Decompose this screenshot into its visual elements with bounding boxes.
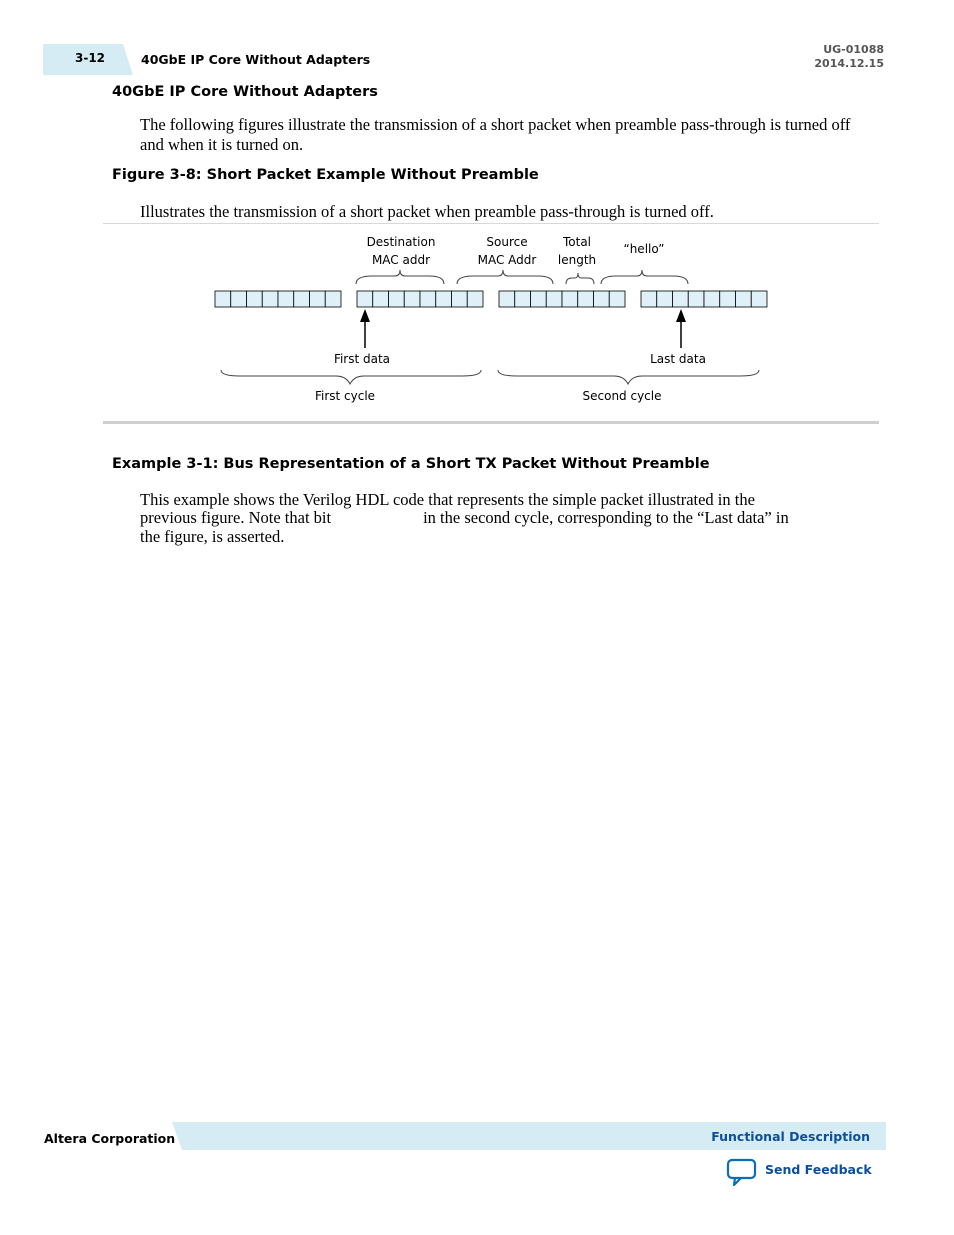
bus-cell: [262, 291, 278, 307]
bus-cell: [373, 291, 389, 307]
bus-cell: [531, 291, 547, 307]
bus-cell: [594, 291, 610, 307]
figure-title: Figure 3-8: Short Packet Example Without Preamble: [112, 167, 539, 183]
bus-cell: [499, 291, 515, 307]
label-last-data: Last data: [650, 352, 706, 366]
bus-cell: [247, 291, 263, 307]
bus-cell: [673, 291, 689, 307]
doc-date: 2014.12.15: [814, 57, 884, 70]
label-length-2: length: [557, 253, 597, 267]
section-intro: The following figures illustrate the transmission of a short packet when preamble pass-through is turned off and when it is turned on.: [140, 115, 851, 154]
doc-id: UG-01088: [823, 43, 884, 56]
bus-cell: [641, 291, 657, 307]
brace-hello: [601, 270, 688, 284]
first-data-arrow: [360, 309, 370, 348]
footer-company: Altera Corporation: [44, 1131, 176, 1146]
bus-cell: [310, 291, 326, 307]
bus-cell: [294, 291, 310, 307]
bus-cell: [751, 291, 767, 307]
bus-cell: [515, 291, 531, 307]
bus-cell: [452, 291, 468, 307]
brace-source: [457, 270, 553, 284]
bus-cell: [657, 291, 673, 307]
bus-cell: [404, 291, 420, 307]
example-line-3: the figure, is asserted.: [140, 527, 285, 546]
bus-cell: [420, 291, 436, 307]
example-title: Example 3-1: Bus Representation of a Short TX Packet Without Preamble: [112, 456, 710, 472]
last-data-arrow: [676, 309, 686, 348]
example-line-2-a: previous figure. Note that bit: [140, 508, 332, 527]
label-first-cycle: First cycle: [314, 389, 376, 403]
bus-cell: [467, 291, 483, 307]
label-hello: “hello”: [623, 242, 665, 256]
figure-caption: Illustrates the transmission of a short packet when preamble pass-through is turned off.: [140, 202, 714, 221]
bus-cell: [436, 291, 452, 307]
functional-description-link[interactable]: Functional Description: [711, 1129, 870, 1144]
bus-cell: [546, 291, 562, 307]
bus-cell: [278, 291, 294, 307]
label-destination-1: Destination: [366, 235, 436, 249]
brace-destination: [356, 270, 444, 284]
bus-cells: [215, 291, 767, 307]
bus-cell: [578, 291, 594, 307]
example-line-1: This example shows the Verilog HDL code that represents the simple packet illustrated in the: [140, 490, 755, 509]
bus-cell: [688, 291, 704, 307]
brace-first-cycle: [221, 370, 481, 384]
bus-cell: [389, 291, 405, 307]
section-heading: 40GbE IP Core Without Adapters: [112, 84, 378, 100]
bus-cell: [231, 291, 247, 307]
bus-cell: [736, 291, 752, 307]
label-source-1: Source: [486, 235, 528, 249]
running-header-title: 40GbE IP Core Without Adapters: [141, 52, 371, 67]
bus-cell: [609, 291, 625, 307]
bus-cell: [720, 291, 736, 307]
page-number: 3-12: [75, 51, 106, 65]
label-length-1: Total: [562, 235, 592, 249]
send-feedback-link[interactable]: Send Feedback: [765, 1162, 872, 1177]
label-first-data: First data: [333, 352, 391, 366]
brace-second-cycle: [498, 370, 759, 384]
label-destination-2: MAC addr: [371, 253, 431, 267]
bus-cell: [325, 291, 341, 307]
label-second-cycle: Second cycle: [582, 389, 662, 403]
example-line-2-b: in the second cycle, corresponding to the “Last data” in: [423, 508, 789, 527]
label-source-2: MAC Addr: [477, 253, 537, 267]
bus-cell: [562, 291, 578, 307]
packet-diagram: [0, 0, 954, 430]
bus-cell: [357, 291, 373, 307]
brace-length: [566, 273, 594, 284]
example-line-2: [140, 508, 870, 528]
bus-cell: [704, 291, 720, 307]
bus-cell: [215, 291, 231, 307]
figure-bottom-rule: [103, 421, 879, 424]
feedback-icon[interactable]: [726, 1158, 758, 1186]
